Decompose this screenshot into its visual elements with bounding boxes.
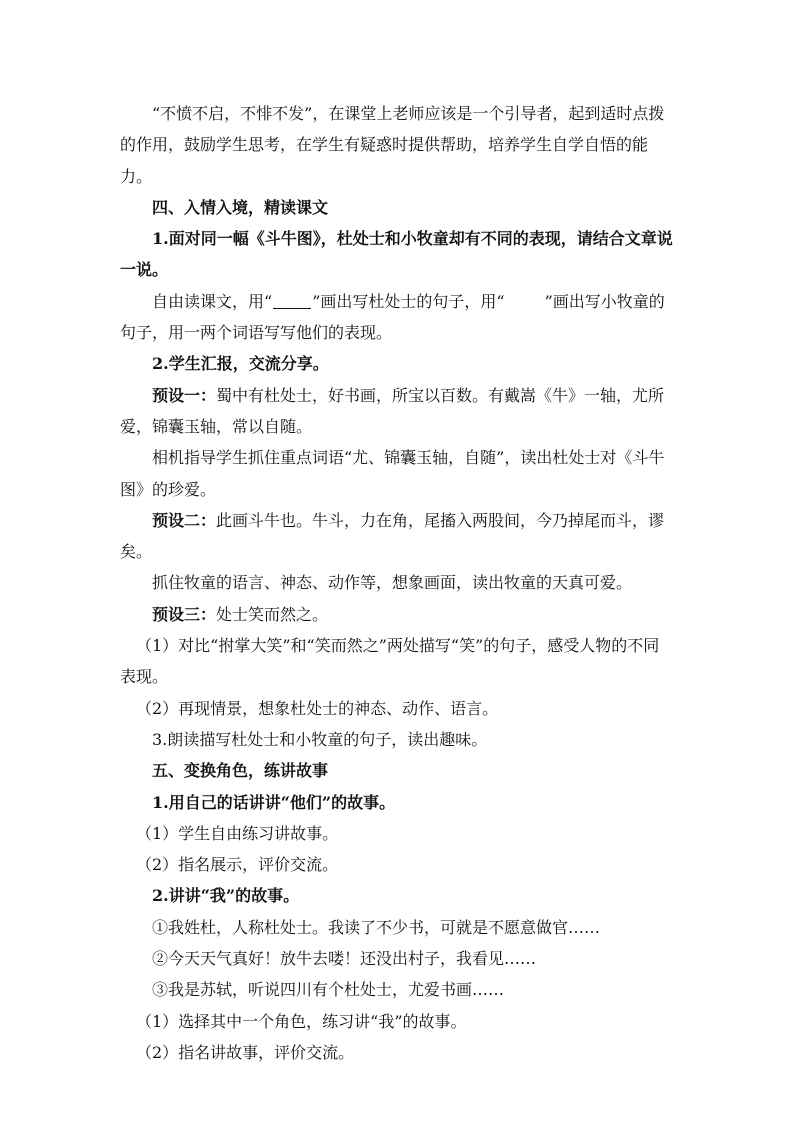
question-3: 3.朗读描写杜处士和小牧童的句子，读出趣味。 xyxy=(152,729,488,749)
wavy-underline-mark xyxy=(506,288,544,304)
paragraph-quote: “不愤不启，不悱不发”，在课堂上老师应该是一个引导者，起到适时点拨的作用，鼓励学生思考，在学生有疑惑时提供帮助，培养学生自学自悟的能力。 xyxy=(120,104,665,186)
step-2-item-a: （1）选择其中一个角色，练习讲“我”的故事。 xyxy=(136,1011,467,1031)
preset-3-label: 预设三： xyxy=(152,604,217,624)
step-2: 2.讲讲“我”的故事。 xyxy=(152,886,300,906)
preset-2-label: 预设二： xyxy=(152,510,217,530)
preset-1-text: 蜀中有杜处士，好书画，所宝以百数。有戴嵩《牛》一轴，尤所爱，锦囊玉轴，常以自随。 xyxy=(120,385,665,436)
preset-2-text: 此画斗牛也。牛斗，力在角，尾搐入两股间，今乃掉尾而斗，谬矣。 xyxy=(120,510,665,562)
role-3: ③我是苏轼，听说四川有个杜处士，尤爱书画…… xyxy=(152,980,505,1000)
instruction-part-a: 自由读课文，用“ xyxy=(152,291,273,311)
instruction-part-c: ”画出写小牧童的句子，用一两个词语写写他们的表现。 xyxy=(120,291,665,343)
solid-underline-mark xyxy=(273,292,311,309)
step-1: 1.用自己的话讲讲“他们”的故事。 xyxy=(152,792,396,812)
step-1-item-b: （2）指名展示，评价交流。 xyxy=(136,855,339,875)
step-1-item-a: （1）学生自由练习讲故事。 xyxy=(136,823,339,843)
question-1: 1.面对同一幅《斗牛图》，杜处士和小牧童却有不同的表现，请结合文章说一说。 xyxy=(120,229,673,280)
step-2-item-b: （2）指名讲故事，评价交流。 xyxy=(136,1042,355,1062)
free-reading-instruction xyxy=(120,286,675,349)
comparison-item-2: （2）再现情景，想象杜处士的神态、动作、语言。 xyxy=(136,698,499,718)
section-heading-5: 五、变换角色，练讲故事 xyxy=(152,761,329,781)
grasp-paragraph: 抓住牧童的语言、神态、动作等，想象画面，读出牧童的天真可爱。 xyxy=(152,573,633,593)
section-heading-4: 四、入情入境，精读课文 xyxy=(152,197,329,217)
role-1: ①我姓杜，人称杜处士。我读了不少书，可就是不愿意做官…… xyxy=(152,917,601,937)
lesson-text xyxy=(120,98,675,1068)
preset-3 xyxy=(120,599,675,630)
guide-paragraph: 相机指导学生抓住重点词语“尤、锦囊玉轴，自随”，读出杜处士对《斗牛图》的珍爱。 xyxy=(120,448,665,499)
role-2: ②今天天气真好！放牛去喽！还没出村子，我看见…… xyxy=(152,949,537,969)
preset-1-label: 预设一： xyxy=(152,385,217,405)
preset-1 xyxy=(120,380,675,443)
comparison-item-1: （1）对比“拊掌大笑”和“笑而然之”两处描写“笑”的句子，感受人物的不同表现。 xyxy=(120,636,660,687)
preset-2 xyxy=(120,505,675,568)
instruction-part-b: ”画出写杜处士的句子，用“ xyxy=(312,291,505,311)
preset-3-text: 处士笑而然之。 xyxy=(216,604,329,624)
question-2: 2.学生汇报，交流分享。 xyxy=(152,354,329,374)
